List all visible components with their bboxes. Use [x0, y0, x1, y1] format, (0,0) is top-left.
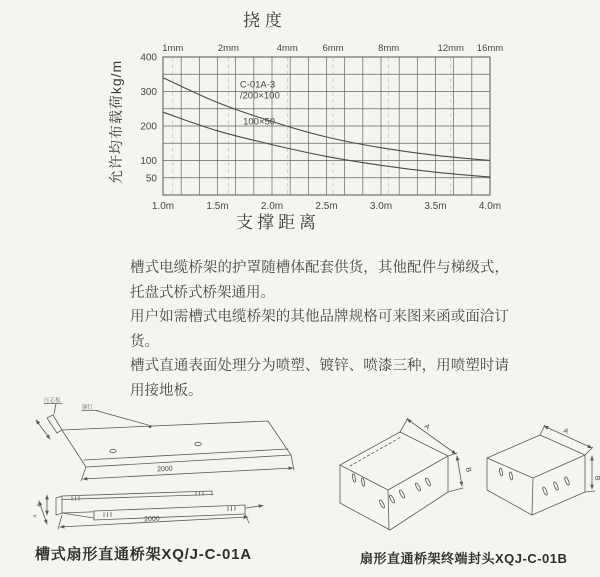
dimension-extension-lines: [585, 491, 595, 492]
cover-end-dimension: [36, 420, 50, 439]
note-paragraph: 槽式电缆桥架的护罩随槽体配套供货，其他配件与梯级式，托盘式桥式桥架通用。: [130, 260, 509, 301]
x-axis-tick-label: 2.5m: [315, 201, 338, 212]
chart-title: 挠度: [243, 11, 287, 30]
y-axis-tick-label: 50: [145, 173, 157, 185]
series-label: C-01A-3: [239, 79, 276, 91]
cover-outline: [62, 421, 291, 467]
tray-slots: [72, 497, 79, 501]
box2-outline: [487, 435, 585, 515]
left-drawing-caption: 槽式扇形直通桥架XQ/J-C-01A: [35, 546, 252, 563]
rivet-label: 铆钉: [82, 405, 94, 411]
box1-dim-b-label: B: [464, 466, 472, 473]
top-axis-tick-label: 1mm: [162, 43, 184, 54]
tray-dim-a-label: A: [32, 513, 39, 519]
box2-dim-a-label: A: [562, 427, 570, 436]
note-paragraph: 用户如需槽式电缆桥架的其他品牌规格可来图来函或面洽订货。: [130, 309, 509, 350]
y-axis-tick-label: 100: [140, 156, 157, 167]
y-axis-tick-label: 300: [140, 87, 157, 98]
x-axis-tick-label: 4.0m: [478, 201, 502, 212]
top-axis-tick-label: 4mm: [276, 43, 298, 54]
notes-block: [130, 256, 509, 404]
tray-length-value: 2000: [143, 515, 160, 524]
x-axis-tick-label: 3.5m: [424, 201, 447, 212]
x-axis-tick-label: 1.0m: [151, 201, 175, 212]
cover-rivet-dot: [149, 425, 151, 427]
top-axis-tick-label: 6mm: [322, 43, 344, 54]
tray-depth-dimension: [39, 501, 47, 524]
top-axis-tick-label: 2mm: [217, 43, 239, 54]
top-axis-tick-label: 12mm: [437, 43, 464, 54]
box1-outline: [340, 432, 448, 530]
tray-bottom-edge: [62, 513, 94, 518]
leader-line: [44, 404, 62, 415]
y-axis-tick-label: 200: [140, 121, 157, 133]
leader-line: [82, 411, 148, 426]
tray-dim-b-label: B: [36, 502, 43, 508]
cover-end-fold: [47, 415, 62, 433]
cover-drawing: [36, 396, 294, 481]
series-label: /200×100: [239, 90, 280, 102]
x-axis-tick-label: 2.0m: [260, 201, 284, 212]
y-axis-tick-label: 400: [140, 52, 157, 64]
note-paragraph: 槽式直通表面处理分为喷塑、镀锌、喷漆三种，用喷塑时请用接地板。: [130, 358, 509, 399]
tray-right-arrow: [246, 506, 263, 509]
tray-front-rail: [94, 505, 245, 520]
box2-dim-b-label: B: [593, 475, 600, 481]
dimension-extension-lines: [448, 488, 463, 492]
tray-drawing: [32, 491, 263, 529]
box1-dim-a-label: A: [422, 423, 431, 432]
top-axis-tick-label: 16mm: [476, 43, 504, 54]
x-axis-tick-label: 1.5m: [206, 201, 229, 212]
cover-part-label: 压芯板: [44, 398, 61, 404]
y-axis-title: 允许均布载荷kg/m: [108, 59, 124, 185]
box1-b-dimension: [457, 456, 462, 486]
tray-back-rail: [62, 491, 213, 500]
right-drawing-caption: 扇形直通桥架终端封头XQJ-C-01B: [360, 551, 568, 566]
x-axis-tick-label: 3.0m: [369, 201, 393, 212]
tray-left-end: [56, 496, 62, 515]
x-axis-title: 支撑距离: [236, 213, 320, 232]
end-cap-box-1: [340, 418, 472, 530]
top-axis-tick-label: 8mm: [378, 43, 400, 54]
cover-length-dimension: [83, 465, 293, 479]
series-label: 100×50: [243, 116, 276, 128]
end-cap-box-2: [487, 425, 600, 515]
cover-length-value: 2000: [156, 465, 173, 474]
